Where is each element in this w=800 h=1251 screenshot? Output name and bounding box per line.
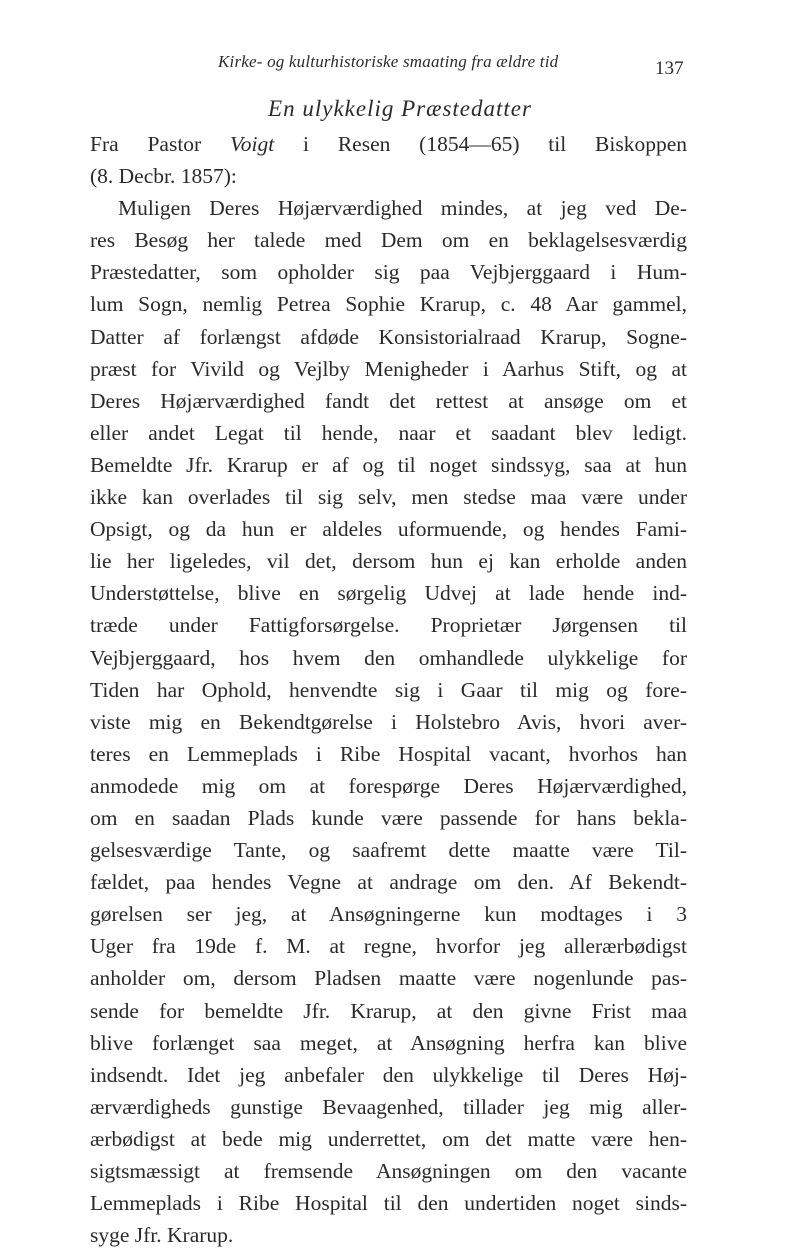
text-line (90, 609, 687, 641)
text-line (90, 1219, 687, 1251)
text-segment: teres en Lemmeplads i Ribe Hospital vacant, hvorhos han (90, 741, 687, 766)
text-line (90, 256, 687, 288)
text-line (90, 192, 687, 224)
text-line (90, 1155, 687, 1187)
text-segment: sende for bemeldte Jfr. Krarup, at den givne Frist maa (90, 998, 687, 1023)
text-segment: om en saadan Plads kunde være passende for hans bekla- (90, 805, 687, 830)
text-segment: ærbødigst at bede mig underrettet, om det matte være hen- (90, 1126, 687, 1151)
text-line (90, 834, 687, 866)
text-segment: Bemeldte Jfr. Krarup er af og til noget sindssyg, saa at hun (90, 452, 687, 477)
text-segment: res Besøg her talede med Dem om en beklagelsesværdig (90, 228, 687, 253)
text-segment: syge Jfr. Krarup. (90, 1223, 234, 1248)
text-line (90, 321, 687, 353)
text-segment: Uger fra 19de f. M. at regne, hvorfor jeg allerærbødigst (90, 934, 687, 959)
text-segment: Tiden har Ophold, henvendte sig i Gaar til mig og fore- (90, 677, 687, 702)
text-line (90, 1059, 687, 1091)
text-line (90, 802, 687, 834)
text-line (90, 288, 687, 320)
text-line (90, 449, 687, 481)
text-line (90, 545, 687, 577)
article-title: En ulykkelig Præstedatter (268, 96, 532, 121)
text-line (90, 513, 687, 545)
text-line (90, 706, 687, 738)
text-segment: Muligen Deres Højærværdighed mindes, at jeg ved De- (118, 196, 687, 221)
text-line (90, 898, 687, 930)
text-segment: ærværdigheds gunstige Bevaagenhed, tillader jeg mig aller- (90, 1094, 687, 1119)
running-header (0, 50, 800, 90)
text-segment: lum Sogn, nemlig Petrea Sophie Krarup, c. 48 Aar gammel, (90, 292, 687, 317)
text-line (90, 962, 687, 994)
text-line (90, 1123, 687, 1155)
text-line (90, 930, 687, 962)
text-line (90, 577, 687, 609)
text-segment: sigtsmæssigt at fremsende Ansøgningen om den vacante (90, 1159, 687, 1183)
text-segment: lie her ligeledes, vil det, dersom hun ej kan erholde anden (90, 549, 687, 574)
text-segment: fældet, paa hendes Vegne at andrage om den. Af Bekendt- (90, 870, 687, 895)
text-segment: i Resen (1854—65) til Biskoppen (274, 132, 687, 156)
text-line (90, 1091, 687, 1123)
text-line (90, 385, 687, 417)
text-segment: Lemmeplads i Ribe Hospital til den undertiden noget sinds- (90, 1191, 687, 1216)
text-line (90, 1027, 687, 1059)
text-line (90, 866, 687, 898)
running-title: Kirke- og kulturhistoriske smaating fra ældre tid (218, 52, 559, 71)
text-segment: anholder om, dersom Pladsen maatte være nogenlunde pas- (90, 966, 687, 991)
text-segment: Præstedatter, som opholder sig paa Vejbjerggaard i Hum- (90, 260, 687, 285)
text-segment: Fra Pastor (90, 132, 231, 156)
text-segment: indsendt. Idet jeg anbefaler den ulykkelige til Deres Høj- (90, 1062, 687, 1087)
text-line (90, 674, 687, 706)
text-segment: gørelsen ser jeg, at Ansøgningerne kun modtages i 3 (90, 902, 687, 927)
text-line (90, 417, 687, 449)
text-segment: anmodede mig om at forespørge Deres Højærværdighed, (90, 773, 687, 798)
text-segment: viste mig en Bekendtgørelse i Holstebro Avis, hvori aver- (90, 709, 687, 734)
text-segment: Datter af forlængst afdøde Konsistorialraad Krarup, Sogne- (90, 324, 687, 349)
text-line (90, 642, 687, 674)
text-segment: Deres Højærværdighed fandt det rettest at ansøge om et (90, 388, 687, 413)
text-segment: eller andet Legat til hende, naar et saadant blev ledigt. (90, 420, 687, 445)
text-segment: præst for Vivild og Vejlby Menigheder i Aarhus Stift, og at (90, 356, 687, 381)
text-line (90, 1187, 687, 1219)
text-segment: gelsesværdige Tante, og saafremt dette maatte være Til- (90, 838, 687, 863)
italic-name: Voigt (230, 132, 275, 156)
text-segment: Opsigt, og da hun er aldeles uformuende, og hendes Fami- (90, 517, 687, 542)
body-text (90, 128, 687, 1251)
text-segment: træde under Fattigforsørgelse. Proprietær Jørgensen til (90, 613, 687, 638)
text-line (90, 224, 687, 256)
text-line (90, 738, 687, 770)
text-line (90, 995, 687, 1027)
text-line (90, 160, 687, 192)
text-line (90, 481, 687, 513)
text-segment: (8. Decbr. 1857): (90, 164, 237, 189)
text-segment: ikke kan overlades til sig selv, men stedse maa være under (90, 485, 687, 510)
text-line (90, 128, 687, 160)
text-line (90, 770, 687, 802)
text-segment: Understøttelse, blive en sørgelig Udvej at lade hende ind- (90, 581, 687, 606)
text-segment: blive forlænget saa meget, at Ansøgning herfra kan blive (90, 1030, 687, 1055)
page-number: 137 (655, 58, 684, 79)
text-segment: Vejbjerggaard, hos hvem den omhandlede ulykkelige for (90, 645, 687, 670)
text-line (90, 353, 687, 385)
